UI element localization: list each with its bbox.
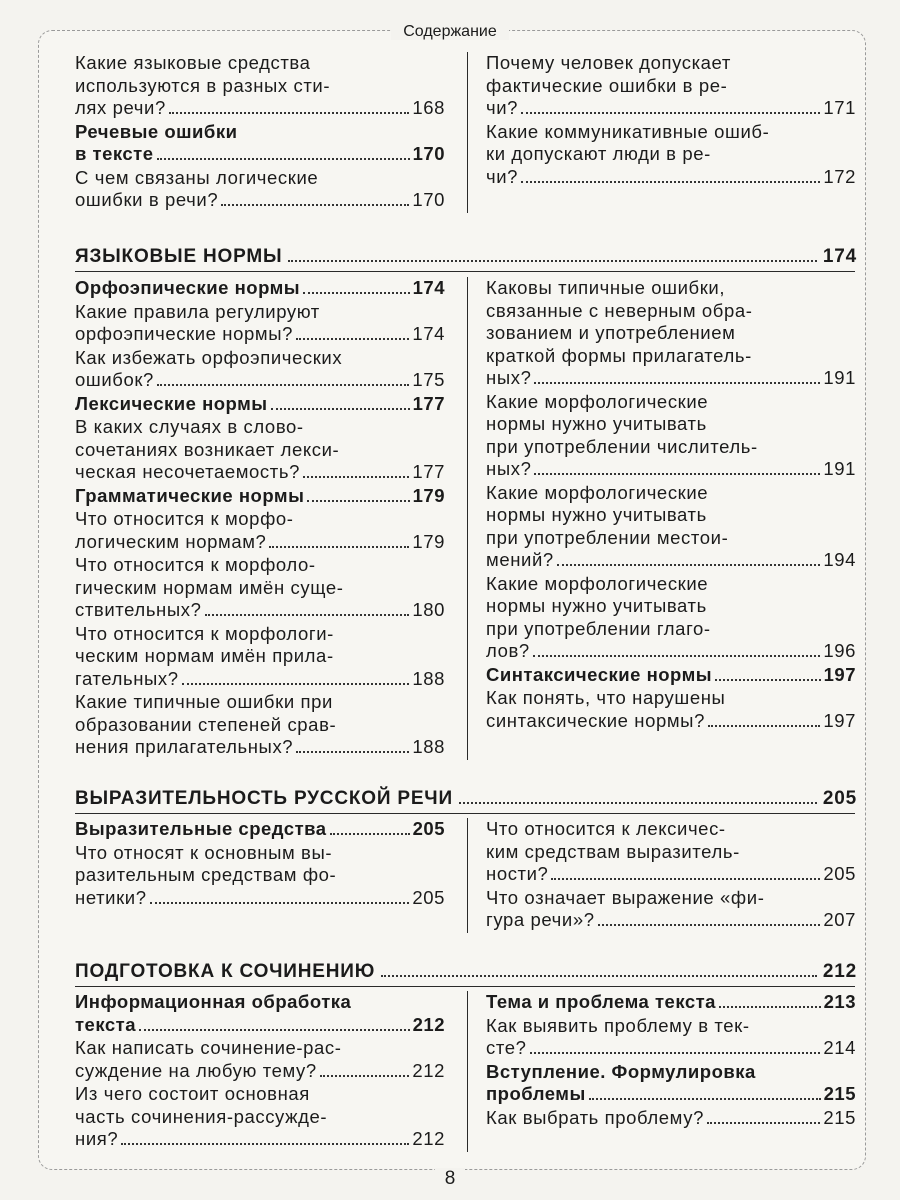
toc-entry-line bbox=[486, 367, 856, 390]
toc-entry-line bbox=[75, 623, 445, 646]
toc-section-block bbox=[75, 818, 856, 933]
toc-entry bbox=[486, 121, 856, 189]
leader-dots bbox=[557, 564, 821, 566]
toc-page-number: 170 bbox=[412, 189, 445, 210]
toc-entry-text: нормы нужно учитывать bbox=[486, 595, 707, 616]
toc-entry bbox=[75, 1037, 445, 1082]
toc-entry-text: Речевые ошибки bbox=[75, 120, 238, 142]
toc-page-number: 212 bbox=[412, 1128, 445, 1149]
leader-dots bbox=[708, 725, 820, 727]
toc-entry-text: зованием и употреблением bbox=[486, 322, 736, 343]
toc-entry bbox=[486, 482, 856, 572]
toc-entry-line bbox=[486, 277, 856, 300]
toc-page-number: 188 bbox=[412, 667, 445, 689]
toc-entry-text: Тема и проблема текста bbox=[486, 991, 716, 1012]
toc-entry-line bbox=[486, 818, 856, 841]
toc-page-number: 207 bbox=[823, 909, 856, 930]
toc-entry-text: Как избежать орфоэпических bbox=[75, 346, 343, 368]
toc-subsection bbox=[75, 393, 445, 416]
toc-subsection bbox=[75, 121, 445, 166]
leader-dots bbox=[534, 382, 820, 384]
toc-entry-line bbox=[486, 1061, 856, 1084]
toc-entry-text: Синтаксические нормы bbox=[486, 663, 713, 685]
toc-entry bbox=[75, 842, 445, 910]
toc-entry-line bbox=[75, 645, 445, 668]
leader-dots bbox=[330, 833, 410, 835]
toc-entry-line bbox=[75, 416, 445, 439]
toc-entry-line bbox=[75, 864, 445, 887]
leader-dots bbox=[598, 924, 821, 926]
toc-entry-text: логическим нормам? bbox=[75, 530, 267, 552]
toc-page-number: 215 bbox=[823, 1083, 856, 1104]
toc-page-number: 170 bbox=[412, 143, 445, 164]
toc-page-number: 196 bbox=[823, 640, 856, 661]
toc-entry-line bbox=[75, 277, 445, 300]
toc-page-number: 194 bbox=[823, 549, 856, 570]
leader-dots bbox=[271, 408, 410, 410]
toc-entry-line bbox=[486, 143, 856, 166]
toc-entry bbox=[75, 167, 445, 212]
toc-entry-line bbox=[75, 369, 445, 392]
toc-entry bbox=[486, 1107, 856, 1130]
toc-entry-line bbox=[486, 482, 856, 505]
leader-dots bbox=[719, 1006, 821, 1008]
toc-entry-text: ния? bbox=[75, 1128, 119, 1149]
toc-entry-line bbox=[75, 991, 445, 1014]
toc-entry-line bbox=[75, 52, 445, 75]
leader-dots bbox=[296, 751, 409, 753]
toc-entry-line bbox=[486, 1083, 856, 1106]
toc-entry-text: Лексические нормы bbox=[75, 392, 268, 414]
toc-entry-line bbox=[75, 714, 445, 737]
toc-entry-text: нетики? bbox=[75, 886, 147, 908]
toc-subsection bbox=[75, 277, 445, 300]
toc-page-number: 197 bbox=[823, 663, 856, 685]
toc-column-right bbox=[468, 52, 856, 213]
toc-page-number: 215 bbox=[823, 1106, 856, 1128]
leader-dots bbox=[303, 476, 409, 478]
leader-dots bbox=[530, 1052, 821, 1054]
toc-entry-line bbox=[75, 1128, 445, 1151]
leader-dots bbox=[269, 546, 409, 548]
toc-entry-text: чи? bbox=[486, 97, 519, 118]
toc-column-right bbox=[468, 991, 856, 1152]
toc-entry-text: Как понять, что нарушены bbox=[486, 687, 726, 708]
toc-entry-text: Какие типичные ошибки при bbox=[75, 691, 333, 712]
leader-dots bbox=[534, 473, 820, 475]
toc-entry-line bbox=[75, 347, 445, 370]
toc-entry-line bbox=[75, 439, 445, 462]
toc-entry-line bbox=[75, 554, 445, 577]
toc-entry-line bbox=[486, 573, 856, 596]
toc-entry-text: Что относится к морфологи- bbox=[75, 622, 334, 644]
toc-entry-text: Что относится к лексичес- bbox=[486, 818, 726, 839]
toc-entry-text: В каких случаях в слово- bbox=[75, 416, 304, 437]
toc-entry-text: гательных? bbox=[75, 667, 179, 689]
toc-entry-text: Что означает выражение «фи- bbox=[486, 886, 765, 908]
leader-dots bbox=[521, 112, 820, 114]
leader-dots bbox=[589, 1098, 821, 1100]
toc-page-number: 213 bbox=[823, 991, 856, 1012]
toc-page-number: 205 bbox=[412, 818, 445, 839]
toc-entry-text: Какие языковые средства bbox=[75, 52, 311, 73]
toc-entry-line bbox=[75, 691, 445, 714]
toc-page-number: 191 bbox=[823, 367, 856, 388]
toc-entry-text: Орфоэпические нормы bbox=[75, 277, 301, 298]
toc-entry bbox=[486, 391, 856, 481]
section-heading: ВЫРАЗИТЕЛЬНОСТЬ РУССКОЙ РЕЧИ 205 bbox=[75, 788, 857, 809]
leader-dots bbox=[150, 902, 410, 904]
toc-subsection bbox=[486, 664, 856, 687]
toc-page-number: 180 bbox=[412, 599, 445, 620]
toc-entry bbox=[486, 573, 856, 663]
leader-dots bbox=[157, 384, 409, 386]
toc-column-right bbox=[468, 277, 856, 760]
toc-entry-line bbox=[486, 1015, 856, 1038]
toc-subsection bbox=[75, 818, 445, 841]
toc-entry-text: ошибки в речи? bbox=[75, 189, 219, 210]
toc-entry-text: ческим нормам имён прила- bbox=[75, 645, 334, 666]
toc-column-right bbox=[468, 818, 856, 933]
toc-page-number: 175 bbox=[412, 369, 445, 390]
leader-dots bbox=[182, 683, 410, 685]
toc-entry-line bbox=[486, 640, 856, 663]
toc-entry-line bbox=[75, 485, 445, 508]
toc-subsection bbox=[486, 991, 856, 1014]
section-heading: ЯЗЫКОВЫЕ НОРМЫ 174 bbox=[75, 246, 857, 267]
toc-entry-text: Как выявить проблему в тек- bbox=[486, 1014, 750, 1036]
toc-entry-text: Какие морфологические bbox=[486, 390, 709, 412]
toc-entry bbox=[486, 818, 856, 886]
toc-entry-text: Выразительные средства bbox=[75, 818, 327, 839]
leader-dots bbox=[157, 158, 410, 160]
leader-dots bbox=[307, 500, 409, 502]
running-header: Содержание bbox=[0, 23, 900, 41]
leader-dots bbox=[169, 112, 410, 114]
toc-entry bbox=[486, 1015, 856, 1060]
toc-entry-line bbox=[75, 75, 445, 98]
toc-entry-text: лях речи? bbox=[75, 97, 166, 118]
toc-entry-line bbox=[486, 687, 856, 710]
toc-entry-line bbox=[75, 97, 445, 120]
toc-entry-line bbox=[486, 710, 856, 733]
toc-entry-text: Почему человек допускает bbox=[486, 52, 731, 73]
page-number: 8 bbox=[0, 1168, 900, 1190]
toc-entry-line bbox=[486, 549, 856, 572]
toc-entry-text: Как выбрать проблему? bbox=[486, 1106, 704, 1128]
leader-dots bbox=[121, 1143, 409, 1145]
toc-entry-text: суждение на любую тему? bbox=[75, 1059, 317, 1081]
toc-entry-text: синтаксические нормы? bbox=[486, 709, 705, 731]
toc-entry-line bbox=[486, 595, 856, 618]
toc-entry bbox=[75, 416, 445, 484]
section-heading: ПОДГОТОВКА К СОЧИНЕНИЮ 212 bbox=[75, 961, 857, 982]
toc-entry-text: мений? bbox=[486, 549, 554, 570]
toc-entry-line bbox=[486, 1037, 856, 1060]
toc-entry-line bbox=[486, 345, 856, 368]
toc-entry-line bbox=[486, 841, 856, 864]
toc-entry-text: текста bbox=[75, 1013, 137, 1035]
toc-entry-text: гическим нормам имён суще- bbox=[75, 576, 344, 598]
toc-entry-text: Какие морфологические bbox=[486, 572, 709, 594]
toc-entry-line bbox=[486, 863, 856, 886]
toc-entry bbox=[486, 52, 856, 120]
toc-top-block bbox=[75, 52, 856, 213]
section-rule bbox=[75, 986, 855, 987]
toc-entry-line bbox=[486, 52, 856, 75]
toc-entry-line bbox=[75, 577, 445, 600]
toc-entry-line bbox=[486, 391, 856, 414]
toc-entry-line bbox=[486, 887, 856, 910]
toc-section-block bbox=[75, 277, 856, 760]
toc-entry-line bbox=[486, 322, 856, 345]
toc-entry-line bbox=[75, 393, 445, 416]
toc-entry-text: орфоэпические нормы? bbox=[75, 323, 294, 344]
toc-entry bbox=[75, 52, 445, 120]
toc-entry-text: нормы нужно учитывать bbox=[486, 504, 707, 525]
toc-subsection bbox=[75, 991, 445, 1036]
toc-entry-text: ки допускают люди в ре- bbox=[486, 143, 711, 164]
toc-entry-line bbox=[75, 461, 445, 484]
toc-entry-text: Какие морфологические bbox=[486, 481, 709, 503]
section-rule bbox=[75, 813, 855, 814]
toc-entry-text: Каковы типичные ошибки, bbox=[486, 277, 726, 298]
toc-entry-text: ных? bbox=[486, 367, 532, 388]
toc-entry-text: сочетаниях возникает лекси- bbox=[75, 438, 340, 460]
toc-entry bbox=[75, 623, 445, 691]
toc-entry-text: чи? bbox=[486, 165, 519, 187]
toc-entry-text: ошибок? bbox=[75, 369, 154, 390]
toc-entry bbox=[75, 554, 445, 622]
toc-entry-text: проблемы bbox=[486, 1083, 586, 1104]
toc-column-left bbox=[75, 52, 468, 213]
toc-entry-line bbox=[486, 527, 856, 550]
toc-entry-text: при употреблении глаго- bbox=[486, 617, 711, 639]
toc-entry-line bbox=[486, 166, 856, 189]
toc-entry-text: разительным средствам фо- bbox=[75, 864, 337, 885]
toc-entry-text: Что относится к морфоло- bbox=[75, 554, 316, 575]
toc-entry-text: Что относят к основным вы- bbox=[75, 841, 333, 863]
toc-entry-text: нения прилагательных? bbox=[75, 736, 294, 757]
toc-entry-line bbox=[75, 143, 445, 166]
leader-dots bbox=[521, 181, 820, 183]
leader-dots bbox=[205, 614, 410, 616]
toc-entry-line bbox=[486, 458, 856, 481]
toc-entry-line bbox=[486, 75, 856, 98]
toc-page-number: 214 bbox=[823, 1037, 856, 1058]
toc-entry-text: Грамматические нормы bbox=[75, 484, 305, 506]
toc-entry-text: гура речи»? bbox=[486, 909, 595, 930]
toc-entry-text: С чем связаны логические bbox=[75, 166, 319, 188]
toc-entry-text: в тексте bbox=[75, 143, 154, 164]
toc-page-number: 212 bbox=[412, 1013, 445, 1035]
toc-entry-line bbox=[75, 1083, 445, 1106]
toc-entry-line bbox=[75, 323, 445, 346]
toc-page-number: 197 bbox=[823, 709, 856, 731]
toc-page-number: 212 bbox=[412, 1059, 445, 1081]
toc-page-number: 191 bbox=[823, 458, 856, 479]
toc-entry-line bbox=[486, 618, 856, 641]
toc-entry bbox=[486, 687, 856, 732]
section-rule bbox=[75, 271, 855, 272]
toc-entry-line bbox=[486, 97, 856, 120]
leader-dots bbox=[296, 338, 409, 340]
toc-entry-line bbox=[75, 189, 445, 212]
toc-page-number: 205 bbox=[823, 863, 856, 884]
toc-page-number: 168 bbox=[412, 97, 445, 118]
toc-entry-line bbox=[486, 504, 856, 527]
toc-entry-line bbox=[75, 1106, 445, 1129]
toc-page-number: 174 bbox=[412, 323, 445, 344]
toc-page-number: 171 bbox=[823, 97, 856, 118]
toc-entry-line bbox=[486, 300, 856, 323]
toc-page-number: 179 bbox=[412, 484, 445, 506]
toc-page-number: 179 bbox=[412, 530, 445, 552]
toc-column-left bbox=[75, 818, 468, 933]
toc-entry-text: ности? bbox=[486, 863, 549, 884]
toc-entry-text: связанные с неверным обра- bbox=[486, 299, 753, 321]
toc-entry-text: часть сочинения-рассужде- bbox=[75, 1105, 328, 1127]
toc-page-number: 177 bbox=[412, 461, 445, 482]
toc-entry-line bbox=[75, 1037, 445, 1060]
toc-entry-text: Вступление. Формулировка bbox=[486, 1060, 756, 1082]
leader-dots bbox=[551, 878, 820, 880]
toc-entry-text: фактические ошибки в ре- bbox=[486, 74, 728, 96]
toc-entry-text: ким средствам выразитель- bbox=[486, 840, 740, 862]
toc-page-number: 188 bbox=[412, 736, 445, 757]
toc-entry-text: образовании степеней срав- bbox=[75, 713, 337, 735]
toc-column-left bbox=[75, 991, 468, 1152]
toc-entry-text: ствительных? bbox=[75, 599, 202, 620]
toc-entry-line bbox=[75, 887, 445, 910]
toc-entry bbox=[75, 1083, 445, 1151]
toc-entry bbox=[486, 887, 856, 932]
toc-entry-line bbox=[75, 599, 445, 622]
toc-entry-text: при употреблении местои- bbox=[486, 526, 729, 548]
toc-entry bbox=[75, 508, 445, 553]
toc-entry-text: Информационная обработка bbox=[75, 991, 352, 1012]
toc-entry-line bbox=[75, 1014, 445, 1037]
toc-entry-line bbox=[75, 736, 445, 759]
toc-entry-text: нормы нужно учитывать bbox=[486, 413, 707, 434]
toc-subsection bbox=[75, 485, 445, 508]
toc-entry-line bbox=[486, 436, 856, 459]
toc-entry-line bbox=[486, 413, 856, 436]
toc-entry-text: ческая несочетаемость? bbox=[75, 461, 300, 482]
toc-entry-line bbox=[486, 664, 856, 687]
toc-page-number: 177 bbox=[412, 392, 445, 414]
toc-entry bbox=[486, 277, 856, 390]
toc-entry-text: Какие коммуникативные ошиб- bbox=[486, 120, 770, 142]
toc-entry bbox=[75, 301, 445, 346]
toc-entry-line bbox=[75, 167, 445, 190]
leader-dots bbox=[715, 679, 821, 681]
toc-entry-text: при употреблении числитель- bbox=[486, 435, 758, 457]
toc-column-left bbox=[75, 277, 468, 760]
toc-entry-line bbox=[75, 301, 445, 324]
toc-entry-text: сте? bbox=[486, 1037, 527, 1058]
leader-dots bbox=[139, 1029, 410, 1031]
toc-entry-text: используются в разных сти- bbox=[75, 74, 331, 96]
toc-entry-text: Как написать сочинение-рас- bbox=[75, 1037, 342, 1058]
toc-entry bbox=[75, 347, 445, 392]
leader-dots bbox=[533, 655, 821, 657]
toc-entry-line bbox=[75, 121, 445, 144]
toc-entry-text: Из чего состоит основная bbox=[75, 1083, 310, 1104]
leader-dots bbox=[320, 1075, 410, 1077]
toc-entry-line bbox=[486, 991, 856, 1014]
toc-entry-line bbox=[75, 1060, 445, 1083]
toc-subsection bbox=[486, 1061, 856, 1106]
toc-section-block bbox=[75, 991, 856, 1152]
toc-page-number: 172 bbox=[823, 165, 856, 187]
toc-entry-text: Какие правила регулируют bbox=[75, 300, 320, 322]
leader-dots bbox=[221, 204, 409, 206]
toc-page-number: 205 bbox=[412, 886, 445, 908]
toc-entry-text: Что относится к морфо- bbox=[75, 508, 294, 529]
toc-page-number: 174 bbox=[412, 277, 445, 298]
toc-entry-line bbox=[75, 531, 445, 554]
toc-entry-text: ных? bbox=[486, 458, 532, 479]
toc-entry-line bbox=[75, 508, 445, 531]
leader-dots bbox=[707, 1122, 820, 1124]
toc-entry-line bbox=[75, 668, 445, 691]
toc-entry bbox=[75, 691, 445, 759]
toc-entry-text: лов? bbox=[486, 640, 530, 661]
toc-entry-line bbox=[486, 1107, 856, 1130]
toc-entry-text: краткой формы прилагатель- bbox=[486, 344, 752, 366]
toc-entry-line bbox=[75, 818, 445, 841]
toc-entry-line bbox=[486, 909, 856, 932]
toc-entry-line bbox=[486, 121, 856, 144]
leader-dots bbox=[303, 292, 410, 294]
toc-entry-line bbox=[75, 842, 445, 865]
